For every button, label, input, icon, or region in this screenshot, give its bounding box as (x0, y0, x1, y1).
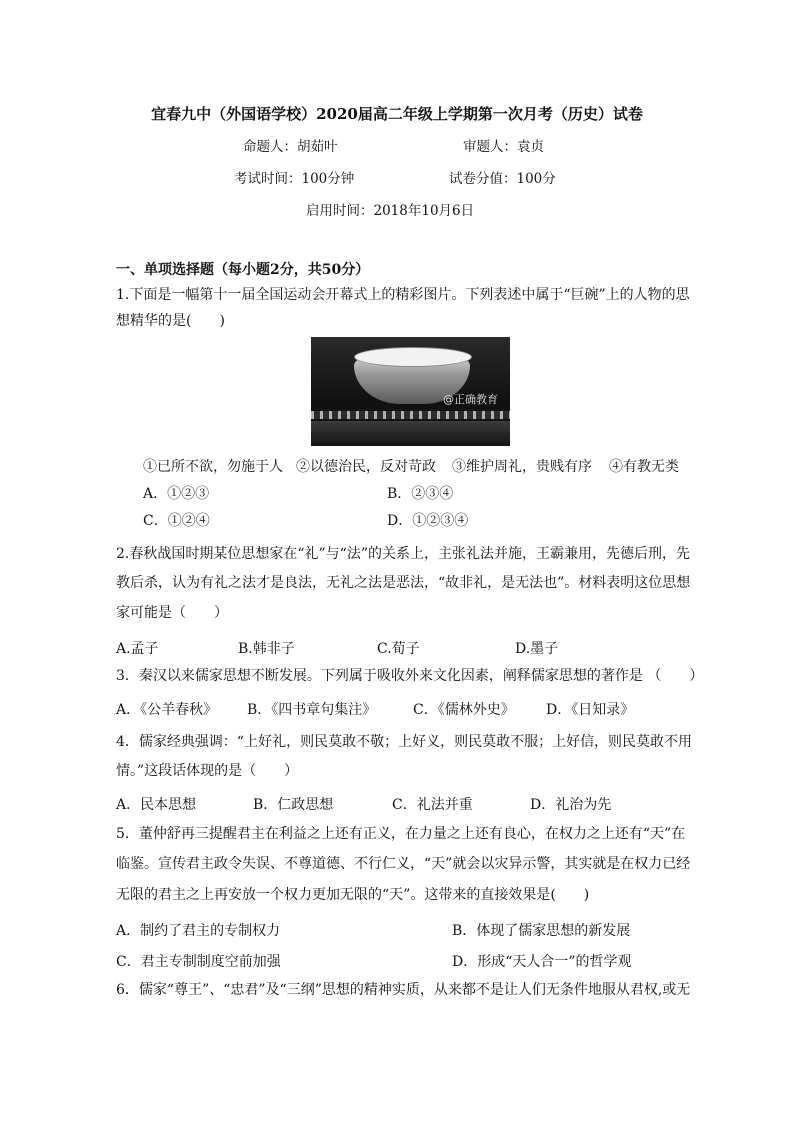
q2-line1: 2.春秋战国时期某位思想家在“礼”与“法”的关系上，主张礼法并施，王霸兼用，先德后刑，先 (116, 546, 690, 562)
q1-line2: 想精华的是( ) (116, 313, 225, 329)
q1-line1: 1.下面是一幅第十一届全国运动会开幕式上的精彩图片。下列表述中属于“巨碗”上的人物的思 (116, 287, 690, 303)
q3-option-b: B．《四书章句集注》 (247, 702, 377, 718)
photo-watermark: @正确教育 (443, 393, 498, 406)
q1-option-a: A．①②③ (143, 486, 210, 502)
q5-option-a: A．制约了君主的专制权力 (116, 923, 281, 939)
q5-line1: 5．董仲舒再三提醒君主在利益之上还有正义，在力量之上还有良心，在权力之上还有“天”在 (116, 826, 686, 842)
q2-option-b: B.韩非子 (238, 641, 295, 657)
stage-floor (311, 421, 510, 446)
exam-title: 宜春九中（外国语学校）2020届高二年级上学期第一次月考（历史）试卷 (151, 105, 643, 123)
games-opening-photo (311, 337, 510, 446)
q2-line2: 教后杀，认为有礼之法才是良法，无礼之法是恶法，“故非礼，是无法也”。材料表明这位思想 (116, 575, 691, 591)
q3-option-c: C．《儒林外史》 (413, 702, 515, 718)
exam-score: 试卷分值：100分 (449, 171, 556, 187)
exam-reviewer: 审题人：袁贞 (463, 139, 544, 155)
q5-option-c: C．君主专制制度空前加强 (116, 954, 281, 970)
q2-option-c: C.荀子 (377, 641, 420, 657)
q1-statement-4: ④有教无类 (609, 459, 679, 475)
q4-option-c: C．礼法并重 (392, 797, 473, 813)
q2-option-d: D.墨子 (515, 641, 559, 657)
q5-option-d: D．形成“天人合一”的哲学观 (452, 954, 632, 970)
q1-statement-3: ③维护周礼，贵贱有序 (452, 459, 592, 475)
q1-option-d: D．①②③④ (387, 513, 469, 529)
q1-statement-2: ②以德治民，反对苛政 (296, 459, 436, 475)
q4-line2: 情。”这段话体现的是（ ） (116, 763, 299, 779)
exam-duration: 考试时间：100分钟 (234, 171, 355, 187)
q6-line1: 6．儒家“尊王”、“忠君”及“三纲”思想的精神实质，从来都不是让人们无条件地服从君权,或无 (116, 982, 691, 998)
q5-line3: 无限的君主之上再安放一个权力更加无限的“天”。这带来的直接效果是( ) (116, 887, 590, 903)
q2-option-a: A.孟子 (116, 641, 159, 657)
q4-line1: 4．儒家经典强调：“上好礼，则民莫敢不敬；上好义，则民莫敢不服；上好信，则民莫敢不用 (116, 734, 693, 750)
q2-line3: 家可能是（ ） (116, 605, 228, 621)
section-heading: 一、单项选择题（每小题2分，共50分） (116, 262, 370, 278)
giant-bowl-rim (354, 347, 472, 367)
q3-option-a: A．《公羊春秋》 (116, 702, 218, 718)
q3-line1: 3．秦汉以来儒家思想不断发展。下列属于吸收外来文化因素，阐释儒家思想的著作是 （ ） (116, 668, 704, 684)
q5-option-b: B．体现了儒家思想的新发展 (452, 923, 631, 939)
q1-option-c: C．①②④ (143, 513, 210, 529)
stage-lights (311, 411, 510, 419)
q3-option-d: D．《日知录》 (546, 702, 635, 718)
q1-option-b: B．②③④ (387, 486, 454, 502)
q5-line2: 临鉴。宣传君主政令失误、不尊道德、不行仁义，“天”就会以灾异示警，其实就是在权力已经 (116, 856, 691, 872)
q4-option-b: B．仁政思想 (253, 797, 334, 813)
exam-author: 命题人：胡茹叶 (243, 139, 338, 155)
exam-date: 启用时间：2018年10月6日 (306, 203, 475, 219)
q1-statement-1: ①已所不欲，勿施于人 (143, 459, 283, 475)
q4-option-d: D．礼治为先 (530, 797, 612, 813)
q4-option-a: A．民本思想 (116, 797, 197, 813)
